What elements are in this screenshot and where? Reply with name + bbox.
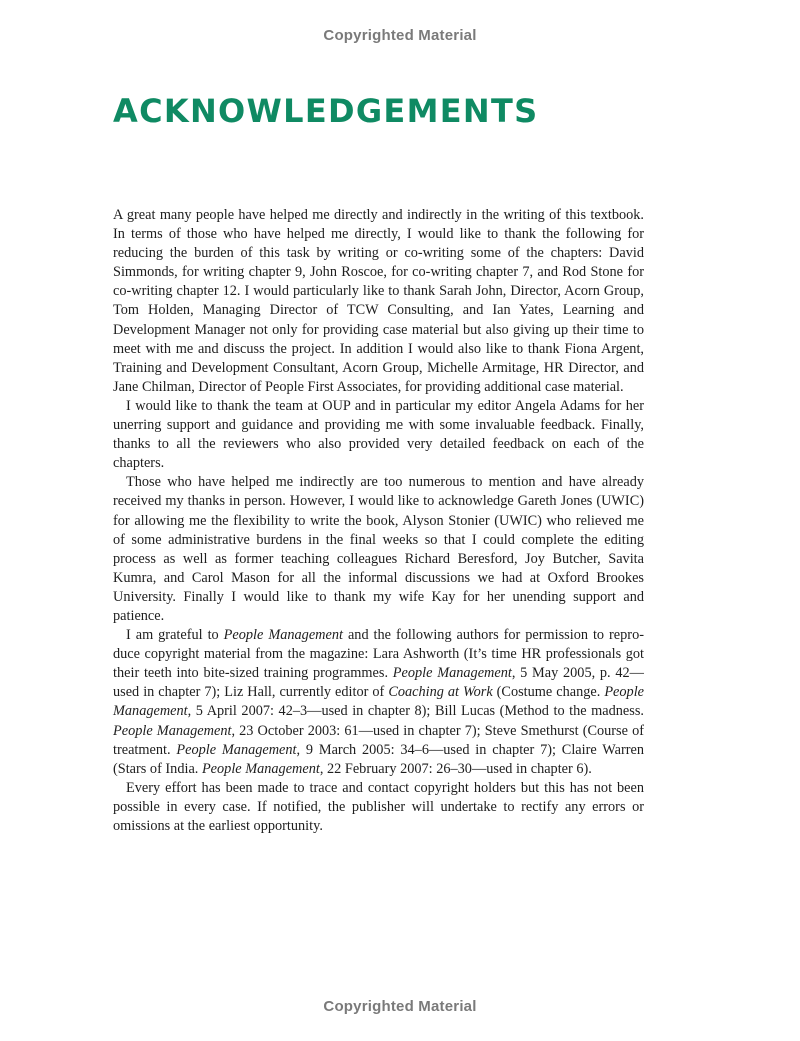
text-run: , 22 February 2007: 26–30—used in chapter 6). — [319, 760, 592, 777]
italic-title-run: People Management — [176, 741, 297, 758]
text-run: , 23 October 2003: 61—used in chapter 7); Steve Smethurst (Course of treatment. — [113, 722, 644, 758]
paragraph — [113, 473, 644, 626]
text-run: Those who have helped me indirectly are too numerous to mention and have already received my thanks in person. However, I would like to acknowledge Gareth Jones (UWIC) for allowing me the flexibility to write the book, Alyson Stonier (UWIC) who relieved me of some administrative burdens in the final weeks so that I could complete the editing process as well as former teaching colleagues Richard Beresford, Joy Butcher, Savita Kumra, and Carol Mason for all the informal discussions we had at Oxford Brookes University. Finally I would like to thank my wife Kay for her unending support and patience. — [113, 474, 644, 624]
italic-title-run: People Management — [201, 760, 320, 777]
paragraph — [113, 206, 644, 397]
paragraph — [113, 779, 644, 836]
text-run: , 5 April 2007: 42–3—used in chapter 8); Bill Lucas (Method to the madness. — [187, 703, 644, 720]
text-run: , 5 May 2005, p. 42—used in chapter 7); Liz Hall, currently editor of — [113, 665, 644, 701]
copyright-watermark-bottom: Copyrighted Material — [323, 998, 477, 1015]
text-run: (Costume change. — [492, 684, 605, 701]
page-title: ACKNOWLEDGEMENTS — [113, 92, 539, 130]
italic-title-run: People Management — [392, 665, 512, 682]
italic-title-run: People Management — [223, 627, 343, 644]
italic-title-run: People Management — [113, 684, 645, 720]
text-run: I would like to thank the team at OUP and in particular my editor Angela Adams for her unerring support and guidance and providing me with some invaluable feedback. Finally, thanks to all the reviewers who also provided very detailed feedback on each of the chapters. — [113, 397, 644, 472]
paragraph — [113, 397, 644, 473]
italic-title-run: People Management — [113, 722, 232, 739]
text-run: Every effort has been made to trace and contact copyright holders but this has not been possible in every case. If notified, the publisher will undertake to rectify any errors or omissions at the earliest opportunity. — [113, 779, 644, 834]
text-run: , 9 March 2005: 34–6—used in chapter 7); Claire Warren (Stars of India. — [113, 741, 644, 777]
text-run: A great many people have helped me directly and indirectly in the writing of this textbook. In terms of those who have helped me directly, I would like to thank the following for reducing the burden of this task by writing or co-writing some of the chapters: David Simmonds, for writing chapter 9, John Roscoe, for co-writing chapter 7, and Rod Stone for co-writing chapter 12. I would particularly like to thank Sarah John, Director, Acorn Group, Tom Holden, Managing Director of TCW Consulting, and Ian Yates, Learning and Development Manager not only for providing case material but also giving up their time to meet with me and discuss the project. In addition I would also like to thank Fiona Argent, Training and Development Consultant, Acorn Group, Michelle Armitage, HR Director, and Jane Chilman, Director of People First Associates, for providing additional case material. — [113, 207, 644, 395]
acknowledgements-body — [113, 206, 644, 836]
text-run: and the following authors for permission to reproduce copyright material from the magazine: Lara Ashworth (It’s time HR professionals got their teeth into bite-sized training programmes. — [113, 627, 644, 682]
copyright-watermark-top: Copyrighted Material — [323, 27, 477, 44]
text-run: I am grateful to — [126, 627, 224, 644]
italic-title-run: Coaching at Work — [388, 684, 493, 701]
paragraph — [113, 626, 644, 779]
